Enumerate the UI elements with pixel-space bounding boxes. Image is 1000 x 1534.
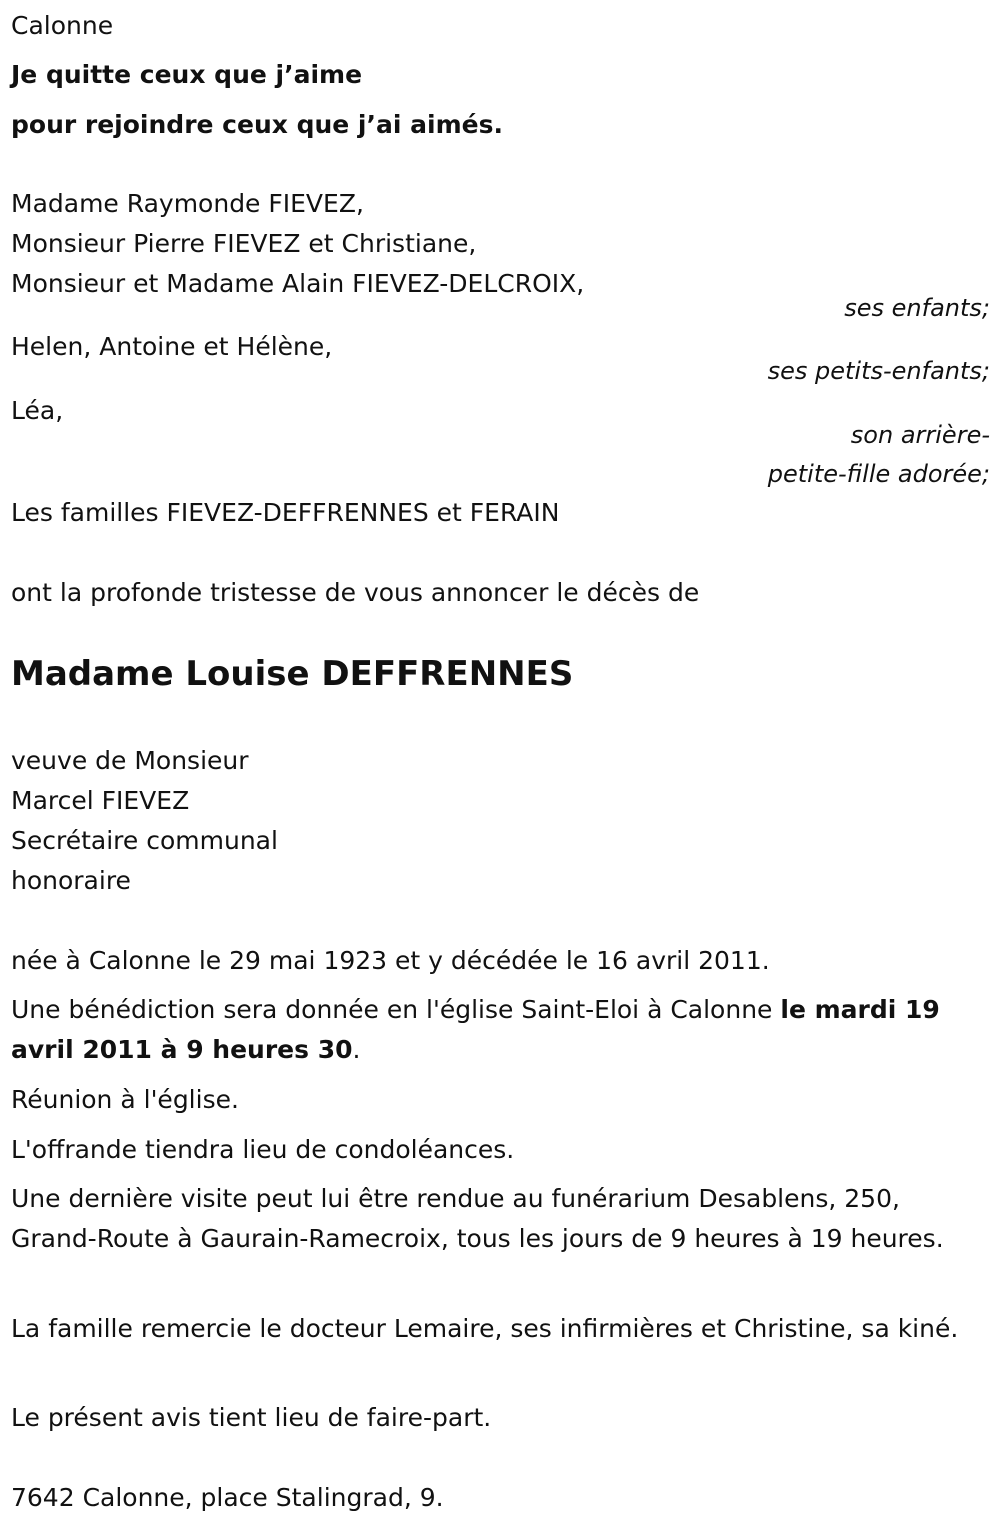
great-grandchild: Léa, [11,396,64,425]
birth-death: née à Calonne le 29 mai 1923 et y décédée le 16 avril 2011. [11,946,770,975]
child-3: Monsieur et Madame Alain FIEVEZ-DELCROIX, [11,269,585,298]
blessing-end: . [352,1035,361,1064]
child-1: Madame Raymonde FIEVEZ, [11,189,364,218]
deceased-name: Madame Louise DEFFRENNES [11,654,574,694]
blessing-paragraph [11,990,986,1070]
address: 7642 Calonne, place Stalingrad, 9. [11,1483,444,1512]
visit-paragraph: Une dernière visite peut lui être rendue au funérarium Desablens, 250, Grand-Route à Gaurain-Ramecroix, tous les jours de 9 heures à 19 heures. [11,1184,944,1253]
announcement: ont la profonde tristesse de vous annoncer le décès de [11,578,700,607]
blessing-text: Une bénédiction sera donnée en l'église Saint-Eloi à Calonne [11,995,781,1024]
widow-of-line-2: Marcel FIEVEZ [11,786,190,815]
verse-line-1: Je quitte ceux que j’aime [11,60,363,89]
meeting: Réunion à l'église. [11,1085,239,1114]
widow-of-line-4: honoraire [11,866,131,895]
notice: Le présent avis tient lieu de faire-part. [11,1403,492,1432]
widow-of-line-3: Secrétaire communal [11,826,278,855]
thanks-paragraph: La famille remercie le docteur Lemaire, ses infirmières et Christine, sa kiné. [11,1314,959,1343]
place-name: Calonne [11,11,114,40]
child-2: Monsieur Pierre FIEVEZ et Christiane, [11,229,477,258]
children-role: ses enfants; [844,294,990,322]
verse-line-2: pour rejoindre ceux que j’ai aimés. [11,110,503,139]
families: Les familles FIEVEZ-DEFFRENNES et FERAIN [11,498,560,527]
great-grandchild-role-line-2: petite-fille adorée; [767,460,990,488]
great-grandchild-role-line-1: son arrière- [850,421,990,449]
grandchildren: Helen, Antoine et Hélène, [11,332,333,361]
blessing-date: le mardi 19 avril 2011 à 9 heures 30 [11,995,940,1064]
offering: L'offrande tiendra lieu de condoléances. [11,1135,515,1164]
grandchildren-role: ses petits-enfants; [767,357,990,385]
widow-of-line-1: veuve de Monsieur [11,746,249,775]
